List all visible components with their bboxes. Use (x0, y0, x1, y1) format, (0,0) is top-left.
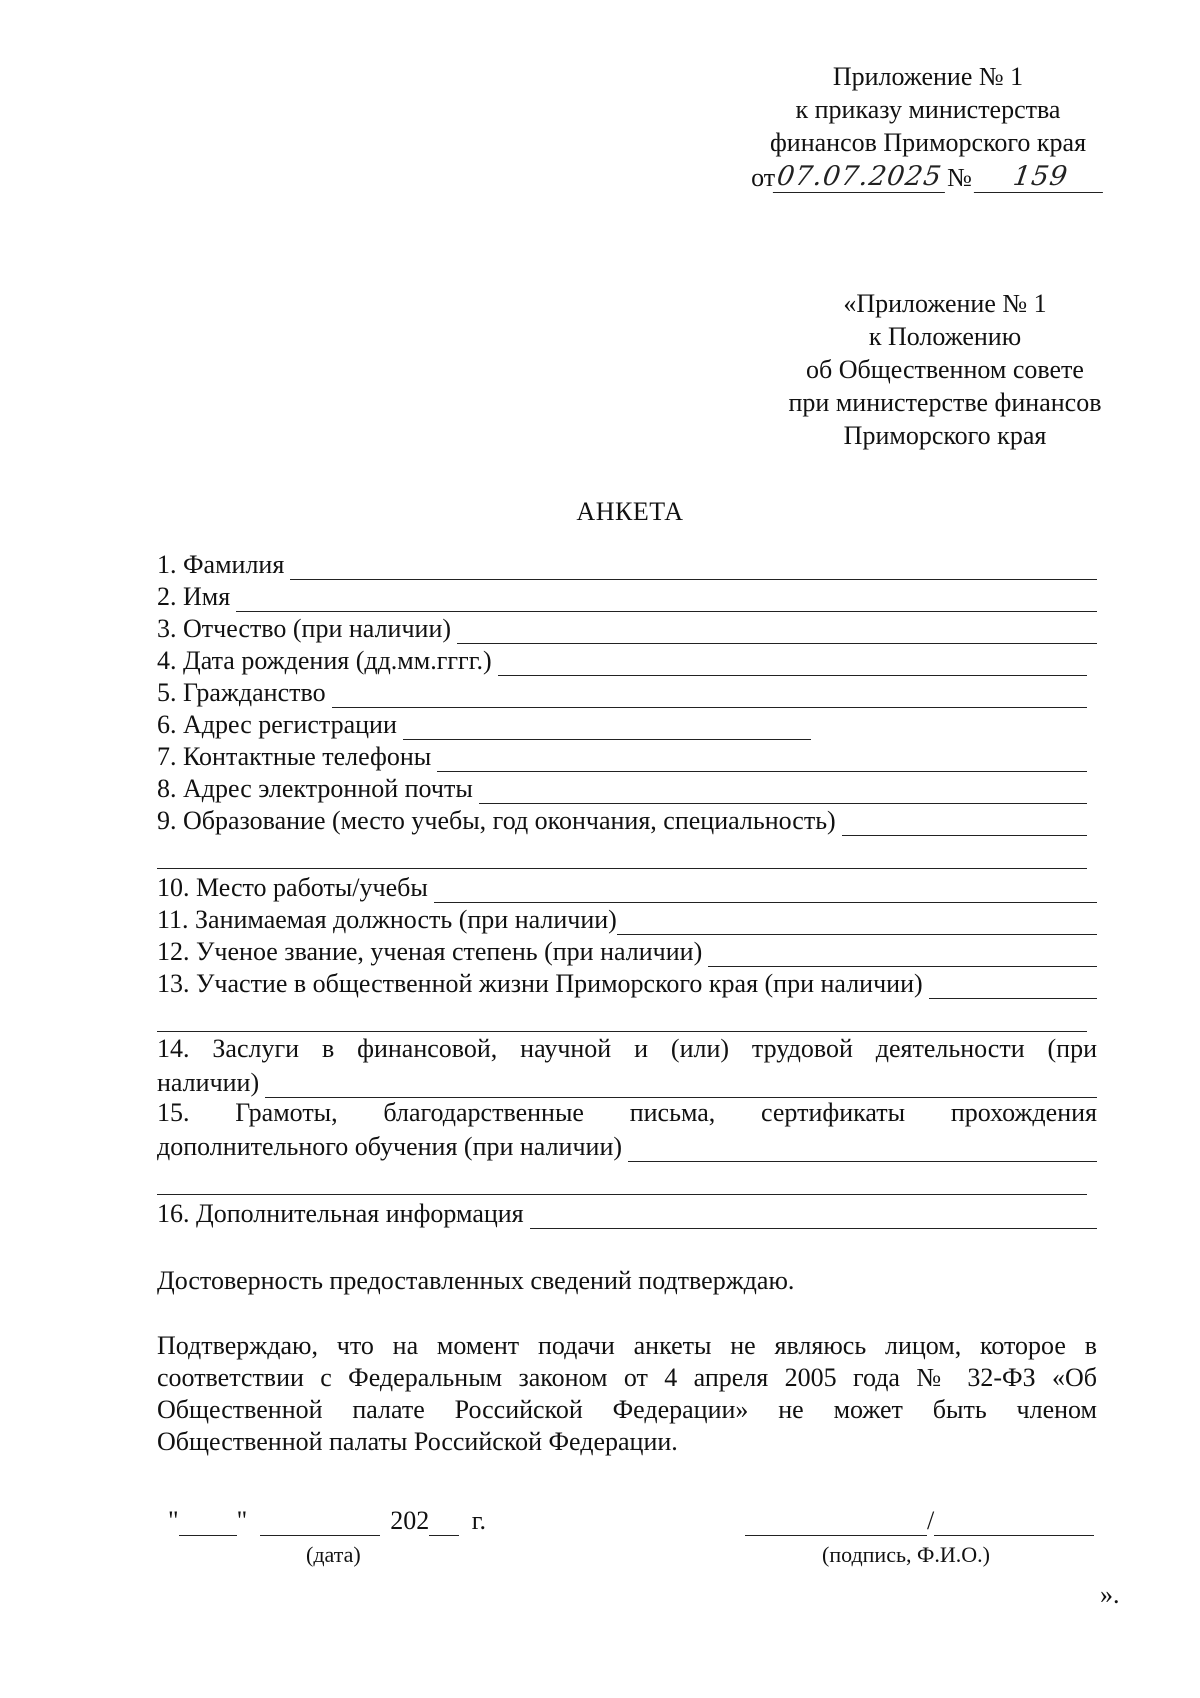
appendix-line-4: при министерстве финансов (788, 388, 1102, 417)
birthdate-input[interactable] (498, 653, 1087, 676)
field-surname (157, 548, 1097, 580)
signature-slash: / (927, 1506, 935, 1535)
signature-field (745, 1506, 1094, 1536)
citizenship-input[interactable] (332, 685, 1087, 708)
field-label: 2. Имя (157, 582, 231, 611)
field-patronymic (157, 612, 1097, 644)
position-input[interactable] (617, 912, 1097, 935)
field-label: 8. Адрес электронной почты (157, 774, 473, 803)
year-prefix: 202 (390, 1506, 430, 1535)
field-label: 13. Участие в общественной жизни Приморского края (при наличии) (157, 969, 923, 998)
field-label: 11. Занимаемая должность (при наличии) (157, 905, 617, 934)
number-prefix: № (947, 163, 972, 192)
date-caption: (дата) (306, 1542, 361, 1567)
workplace-input[interactable] (434, 880, 1097, 903)
appendix-line-1: «Приложение № 1 (843, 289, 1047, 318)
quote-open: " (168, 1506, 179, 1535)
signature-caption: (подпись, Ф.И.О.) (822, 1542, 990, 1567)
field-label: 7. Контактные телефоны (157, 742, 432, 771)
confirm-line-3: Общественной палате Российской Федерации» не может быть членом (157, 1395, 1097, 1424)
year-suffix: г. (471, 1506, 486, 1535)
signature-input[interactable] (745, 1513, 927, 1536)
full-name-input[interactable] (934, 1513, 1094, 1536)
field-label: 5. Гражданство (157, 678, 326, 707)
appendix-line-2: к Положению (868, 322, 1022, 351)
field-position (157, 903, 1097, 935)
signature-row (0, 1506, 1200, 1566)
appendix-block (765, 287, 1125, 452)
field-label: наличии) (157, 1068, 260, 1097)
merits-input[interactable] (265, 1075, 1097, 1098)
confirm-line-4: Общественной палаты Российской Федерации. (157, 1427, 678, 1456)
certificates-extra-line[interactable] (157, 1162, 1087, 1195)
approval-line-2: к приказу министерства (795, 95, 1061, 124)
additional-info-input[interactable] (530, 1206, 1097, 1229)
phones-input[interactable] (437, 749, 1087, 772)
page-title: АНКЕТА (576, 497, 684, 526)
field-citizenship (157, 676, 1097, 708)
field-phones (157, 740, 1097, 772)
field-additional-info (157, 1197, 1097, 1229)
patronymic-input[interactable] (457, 621, 1097, 644)
field-label: 1. Фамилия (157, 550, 285, 579)
quote-close: " (236, 1506, 248, 1535)
approval-block (748, 60, 1108, 193)
confirm-accuracy: Достоверность предоставленных сведений подтверждаю. (157, 1266, 795, 1295)
field-certificates (157, 1130, 1097, 1162)
approval-line-1: Приложение № 1 (832, 62, 1024, 91)
field-label: дополнительного обучения (при наличии) (157, 1132, 623, 1161)
field-label: 4. Дата рождения (дд.мм.гггг.) (157, 646, 492, 675)
education-extra-line[interactable] (157, 836, 1087, 869)
confirm-eligibility (157, 1330, 1097, 1458)
field-label: 3. Отчество (при наличии) (157, 614, 452, 643)
field-label: 9. Образование (место учебы, год окончания, специальность) (157, 806, 836, 835)
field-label: 12. Ученое звание, ученая степень (при наличии) (157, 937, 703, 966)
handwritten-number: 159 (974, 162, 1107, 193)
academic-title-input[interactable] (708, 944, 1097, 967)
approval-line-3: финансов Приморского края (769, 128, 1087, 157)
approval-date-number (748, 159, 1108, 193)
education-input[interactable] (842, 813, 1087, 836)
field-education (157, 804, 1097, 836)
appendix-line-3: об Общественном совете (806, 355, 1084, 384)
field-public-life (157, 967, 1097, 999)
handwritten-date: 07.07.2025 (773, 162, 949, 193)
registration-address-input[interactable] (403, 717, 811, 740)
field-workplace (157, 871, 1097, 903)
field-merits (157, 1066, 1097, 1098)
public-life-input[interactable] (929, 976, 1097, 999)
field-label: 10. Место работы/учебы (157, 873, 428, 902)
email-input[interactable] (479, 781, 1087, 804)
field-academic-title (157, 935, 1097, 967)
from-prefix: от (751, 163, 776, 192)
field-certificates-line1: 15. Грамоты, благодарственные письма, сертификаты прохождения (157, 1098, 1097, 1127)
field-label: 6. Адрес регистрации (157, 710, 397, 739)
month-input[interactable] (260, 1513, 380, 1536)
date-field (168, 1506, 486, 1536)
surname-input[interactable] (290, 557, 1097, 580)
appendix-line-5: Приморского края (843, 421, 1047, 450)
field-registration-address (157, 708, 1097, 740)
certificates-input[interactable] (628, 1139, 1097, 1162)
day-input[interactable] (179, 1513, 237, 1536)
field-birthdate (157, 644, 1097, 676)
field-merits-line1: 14. Заслуги в финансовой, научной и (или) трудовой деятельности (при (157, 1034, 1097, 1063)
closing-quote: ». (1100, 1580, 1120, 1609)
name-input[interactable] (236, 589, 1097, 612)
public-life-extra-line[interactable] (157, 999, 1087, 1032)
year-input[interactable] (429, 1513, 459, 1536)
field-email (157, 772, 1097, 804)
confirm-line-1: Подтверждаю, что на момент подачи анкеты не являюсь лицом, которое в (157, 1331, 1097, 1360)
confirm-line-2: соответствии с Федеральным законом от 4 апреля 2005 года № 32-ФЗ «Об (157, 1363, 1097, 1392)
field-label: 16. Дополнительная информация (157, 1199, 524, 1228)
field-name (157, 580, 1097, 612)
questionnaire-form (157, 548, 1097, 1229)
